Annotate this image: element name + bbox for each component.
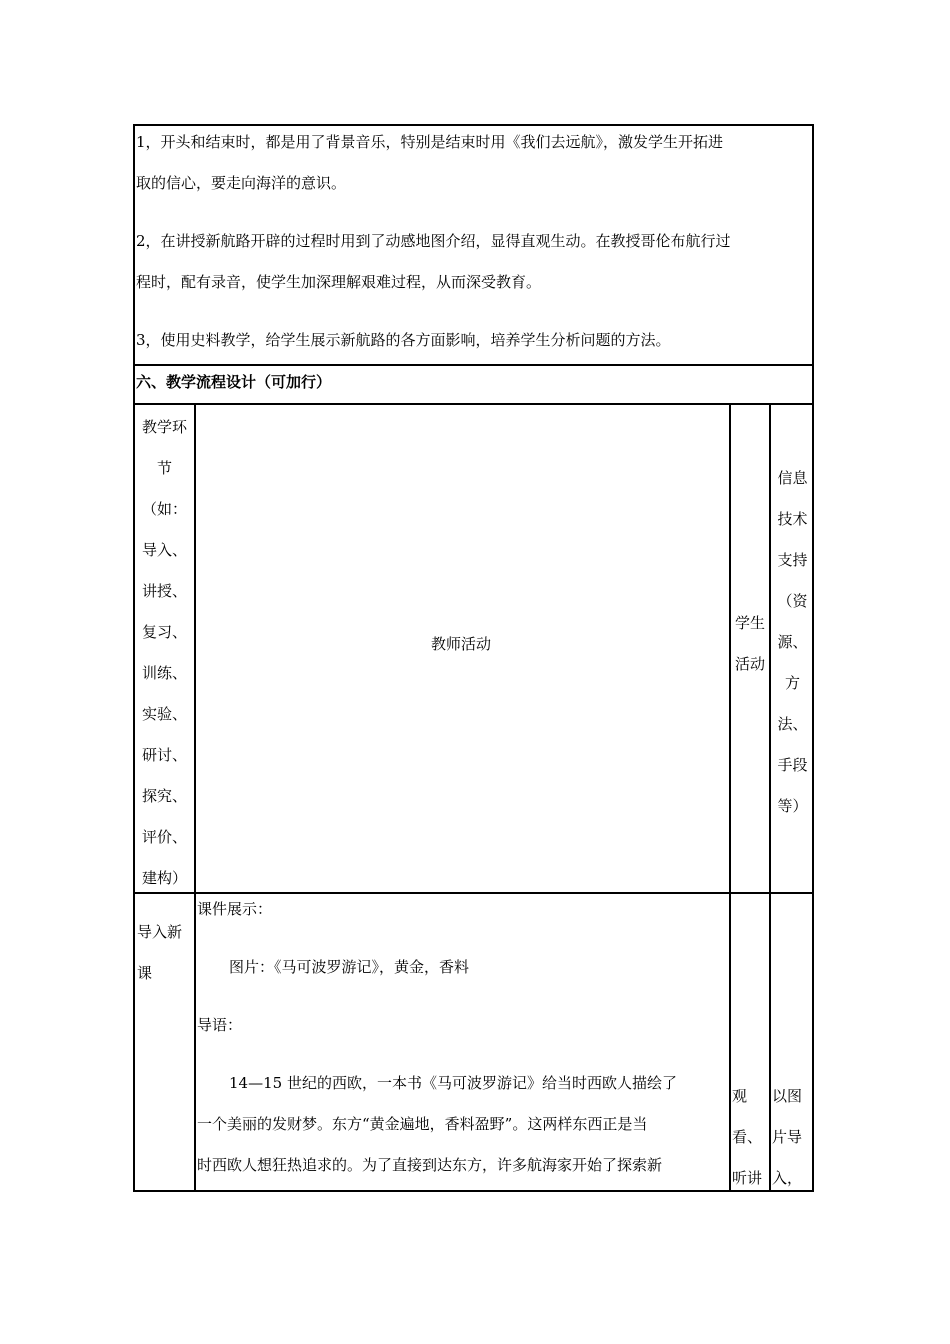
header-student-activity bbox=[731, 603, 769, 685]
row1-tech-line: 片导 bbox=[772, 1128, 803, 1146]
header-teacher-activity: 教师活动 bbox=[431, 635, 492, 653]
row1-tech-line: 入， bbox=[772, 1169, 803, 1187]
header-stage-line: 建构） bbox=[141, 869, 187, 887]
row1-stage bbox=[137, 912, 193, 994]
divider bbox=[135, 403, 812, 405]
header-stage-line: 节 bbox=[156, 459, 172, 477]
row1-stage-line: 课 bbox=[137, 964, 153, 982]
header-tech-line: 等） bbox=[777, 797, 808, 815]
header-stage-line: 训练、 bbox=[141, 664, 187, 682]
reflection-item-2-line-2: 程时，配有录音，使学生加深理解艰难过程，从而深受教育。 bbox=[136, 273, 542, 291]
header-tech-line: 手段 bbox=[777, 756, 808, 774]
header-stage-line: 评价、 bbox=[141, 828, 187, 846]
header-tech-line: 技术 bbox=[777, 510, 808, 528]
header-stage-line: 复习、 bbox=[141, 623, 187, 641]
reflection-item-1-line-1: 1，开头和结束时，都是用了背景音乐，特别是结束时用《我们去远航》，激发学生开拓进 bbox=[136, 133, 724, 151]
row1-student-line: 听讲 bbox=[732, 1169, 763, 1187]
row1-student-line: 看、 bbox=[732, 1128, 763, 1146]
header-student-line: 活动 bbox=[734, 655, 765, 673]
header-tech-support bbox=[771, 458, 814, 827]
reflection-item-1-line-2: 取的信心，要走向海洋的意识。 bbox=[136, 174, 347, 192]
row1-student bbox=[732, 1076, 768, 1199]
column-divider bbox=[729, 403, 731, 1192]
header-stage-line: 研讨、 bbox=[141, 746, 187, 764]
reflection-item-2-line-1: 2，在讲授新航路开辟的过程时用到了动感地图介绍，显得直观生动。在教授哥伦布航行过 bbox=[136, 232, 731, 250]
header-tech-line: 信息 bbox=[777, 469, 808, 487]
header-tech-line: 法、 bbox=[777, 715, 808, 733]
row1-teacher-line-2: 图片：《马可波罗游记》，黄金，香料 bbox=[229, 958, 470, 976]
column-divider bbox=[194, 403, 196, 1192]
row1-teacher-line-3: 导语： bbox=[197, 1016, 243, 1034]
row1-stage-line: 导入新 bbox=[137, 923, 183, 941]
header-tech-line: 源、 bbox=[777, 633, 808, 651]
lesson-plan-table bbox=[133, 124, 814, 1192]
header-stage-line: 实验、 bbox=[141, 705, 187, 723]
row1-teacher-line-4: 14—15 世纪的西欧，一本书《马可波罗游记》给当时西欧人描绘了 bbox=[229, 1074, 677, 1092]
header-stage bbox=[135, 407, 194, 899]
header-tech-line: （资 bbox=[777, 592, 808, 610]
row1-teacher-line-5: 一个美丽的发财梦。东方“黄金遍地，香料盈野”。这两样东西正是当 bbox=[197, 1115, 648, 1133]
header-tech-line: 支持 bbox=[777, 551, 808, 569]
header-stage-line: 教学环 bbox=[141, 418, 187, 436]
header-stage-line: 导入、 bbox=[141, 541, 187, 559]
section-title: 六、教学流程设计（可加行） bbox=[136, 373, 332, 391]
header-tech-line: 方 bbox=[784, 674, 800, 692]
header-stage-line: 探究、 bbox=[141, 787, 187, 805]
header-stage-line: 讲授、 bbox=[141, 582, 187, 600]
row1-tech-line: 以图 bbox=[772, 1087, 803, 1105]
row1-tech bbox=[772, 1076, 814, 1199]
row1-teacher-line-1: 课件展示： bbox=[197, 900, 273, 918]
row1-teacher-line-6: 时西欧人想狂热追求的。为了直接到达东方，许多航海家开始了探索新 bbox=[197, 1156, 663, 1174]
header-student-line: 学生 bbox=[734, 614, 765, 632]
reflection-item-3-line-1: 3，使用史料教学，给学生展示新航路的各方面影响，培养学生分析问题的方法。 bbox=[136, 331, 671, 349]
row1-student-line: 观 bbox=[732, 1087, 748, 1105]
header-stage-line: （如： bbox=[141, 500, 187, 518]
